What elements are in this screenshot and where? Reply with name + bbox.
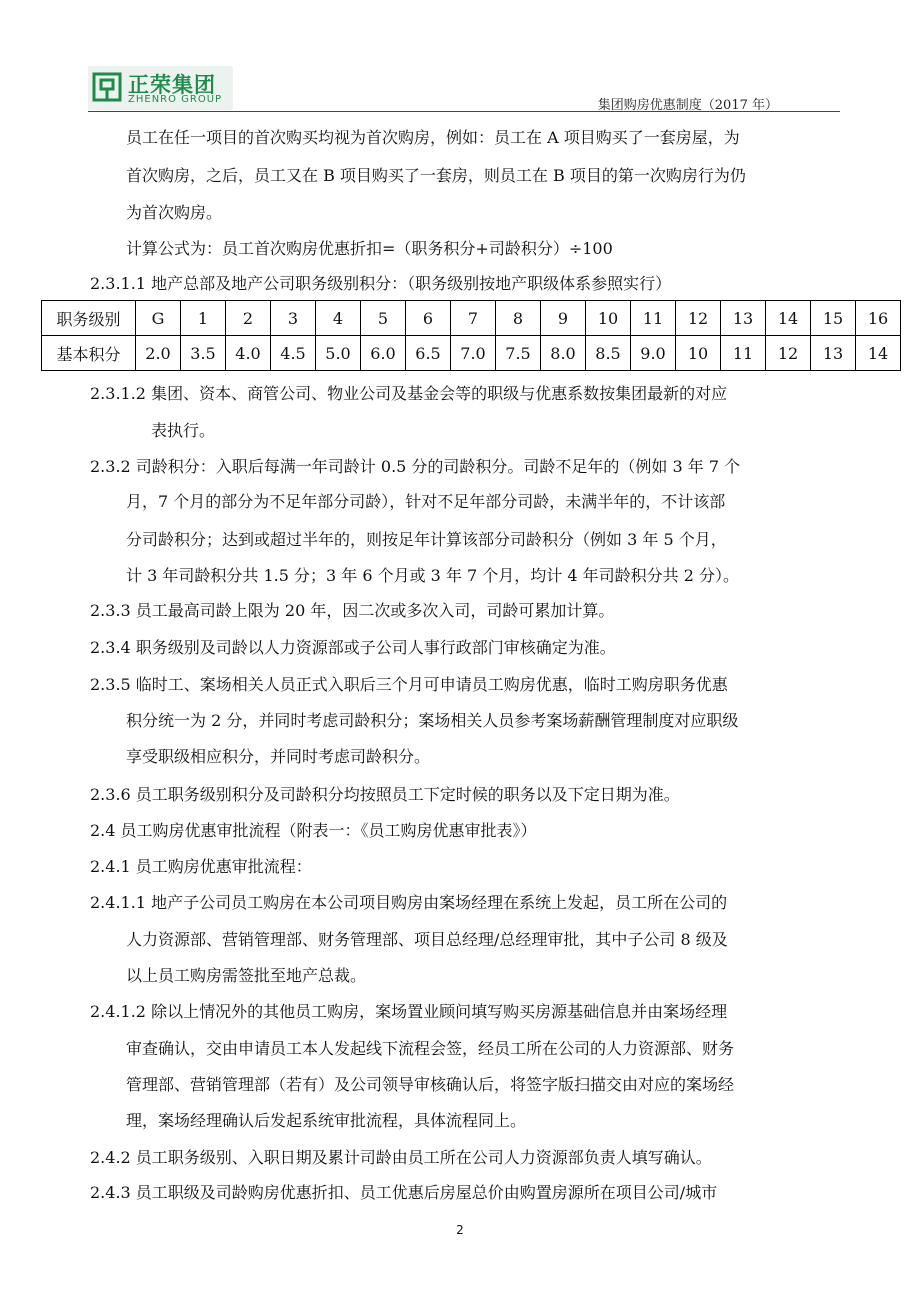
table-cell: 3.5 <box>181 336 226 371</box>
table-cell: 14 <box>766 301 811 336</box>
section-2-3-1-2: 2.3.1.2 集团、资本、商管公司、物业公司及基金会等的职级与优惠系数按集团最新的对应 <box>90 384 728 403</box>
section-2-3-1-1: 2.3.1.1 地产总部及地产公司职务级别积分：（职务级别按地产职级体系参照实行） <box>90 274 672 293</box>
table-cell: 7.0 <box>451 336 496 371</box>
section-2-4-1: 2.4.1 员工购房优惠审批流程： <box>90 857 312 876</box>
table-cell: 6.0 <box>361 336 406 371</box>
table-cell: 12 <box>766 336 811 371</box>
table-cell: 13 <box>721 301 766 336</box>
logo-english-text: ZHENRO GROUP <box>128 94 223 105</box>
paragraph-line: 享受职级相应积分，并同时考虑司龄积分。 <box>126 747 431 766</box>
table-cell: 13 <box>811 336 856 371</box>
page-number: 2 <box>456 1223 464 1237</box>
table-cell: 7 <box>451 301 496 336</box>
table-cell: 5 <box>361 301 406 336</box>
table-cell: 4.5 <box>271 336 316 371</box>
table-cell: 15 <box>811 301 856 336</box>
table-cell: G <box>136 301 181 336</box>
table-row-scores <box>42 336 901 371</box>
company-logo <box>88 66 233 110</box>
table-cell: 9 <box>541 301 586 336</box>
paragraph-line: 理，案场经理确认后发起系统审批流程，具体流程同上。 <box>126 1111 527 1130</box>
table-cell: 16 <box>856 301 901 336</box>
table-row-header: 职务级别 <box>42 301 136 336</box>
paragraph-line: 员工在任一项目的首次购买均视为首次购房，例如：员工在 A 项目购买了一套房屋，为 <box>126 128 740 147</box>
document-title: 集团购房优惠制度（2017 年） <box>597 98 778 113</box>
table-cell: 11 <box>721 336 766 371</box>
section-2-3-6: 2.3.6 员工职务级别积分及司龄积分均按照员工下定时候的职务以及下定日期为准。 <box>90 785 680 804</box>
formula-line: 计算公式为：员工首次购房优惠折扣=（职务积分+司龄积分）÷100 <box>126 239 613 258</box>
page-header <box>88 66 840 112</box>
table-cell: 7.5 <box>496 336 541 371</box>
section-2-3-2: 2.3.2 司龄积分：入职后每满一年司龄计 0.5 分的司龄积分。司龄不足年的（例如 3 年 7 个 <box>90 457 741 476</box>
section-2-3-4: 2.3.4 职务级别及司龄以人力资源部或子公司人事行政部门审核确定为准。 <box>90 638 616 657</box>
section-2-3-5: 2.3.5 临时工、案场相关人员正式入职后三个月可申请员工购房优惠，临时工购房职务优惠 <box>90 675 728 694</box>
table-cell: 6 <box>406 301 451 336</box>
table-cell: 6.5 <box>406 336 451 371</box>
table-cell: 12 <box>676 301 721 336</box>
table-cell: 4 <box>316 301 361 336</box>
paragraph-line: 人力资源部、营销管理部、财务管理部、项目总经理/总经理审批，其中子公司 8 级及 <box>126 930 728 949</box>
paragraph-line: 审查确认，交由申请员工本人发起线下流程会签，经员工所在公司的人力资源部、财务 <box>126 1039 735 1058</box>
logo-mark-icon <box>92 72 122 102</box>
table-cell: 8.5 <box>586 336 631 371</box>
table-cell: 2 <box>226 301 271 336</box>
paragraph-line: 为首次购房。 <box>126 203 223 222</box>
section-2-4-1-1: 2.4.1.1 地产子公司员工购房在本公司项目购房由案场经理在系统上发起，员工所在公司的 <box>90 893 728 912</box>
paragraph-line: 表执行。 <box>151 421 216 440</box>
paragraph-line: 首次购房，之后，员工又在 B 项目购买了一套房，则员工在 B 项目的第一次购房行为仍 <box>126 166 746 185</box>
paragraph-line: 月，7 个月的部分为不足年部分司龄），针对不足年部分司龄，未满半年的，不计该部 <box>126 492 726 511</box>
paragraph-line: 管理部、营销管理部（若有）及公司领导审核确认后，将签字版扫描交由对应的案场经 <box>126 1075 735 1094</box>
table-cell: 14 <box>856 336 901 371</box>
logo-chinese-text: 正荣集团 <box>128 73 216 97</box>
section-2-3-3: 2.3.3 员工最高司龄上限为 20 年，因二次或多次入司，司龄可累加计算。 <box>90 601 615 620</box>
section-2-4-3: 2.4.3 员工职级及司龄购房优惠折扣、员工优惠后房屋总价由购置房源所在项目公司/城市 <box>90 1183 718 1202</box>
points-table <box>41 300 901 371</box>
table-row-levels <box>42 301 901 336</box>
table-cell: 9.0 <box>631 336 676 371</box>
table-cell: 3 <box>271 301 316 336</box>
header-divider <box>88 111 840 112</box>
table-cell: 1 <box>181 301 226 336</box>
table-cell: 10 <box>586 301 631 336</box>
paragraph-line: 积分统一为 2 分，并同时考虑司龄积分；案场相关人员参考案场薪酬管理制度对应职级 <box>126 711 739 730</box>
table-cell: 10 <box>676 336 721 371</box>
paragraph-line: 分司龄积分；达到或超过半年的，则按足年计算该部分司龄积分（例如 3 年 5 个月， <box>126 530 727 549</box>
section-2-4-2: 2.4.2 员工职务级别、入职日期及累计司龄由员工所在公司人力资源部负责人填写确认。 <box>90 1148 712 1167</box>
table-cell: 5.0 <box>316 336 361 371</box>
paragraph-line: 以上员工购房需签批至地产总裁。 <box>126 966 367 985</box>
table-cell: 2.0 <box>136 336 181 371</box>
table-cell: 8 <box>496 301 541 336</box>
table-row-header: 基本积分 <box>42 336 136 371</box>
section-2-4-1-2: 2.4.1.2 除以上情况外的其他员工购房，案场置业顾问填写购买房源基础信息并由案场经理 <box>90 1002 728 1021</box>
table-cell: 4.0 <box>226 336 271 371</box>
table-cell: 11 <box>631 301 676 336</box>
table-cell: 8.0 <box>541 336 586 371</box>
section-2-4: 2.4 员工购房优惠审批流程（附表一：《员工购房优惠审批表》） <box>90 821 537 840</box>
paragraph-line: 计 3 年司龄积分共 1.5 分；3 年 6 个月或 3 年 7 个月，均计 4 年司龄积分共 2 分）。 <box>126 566 739 585</box>
